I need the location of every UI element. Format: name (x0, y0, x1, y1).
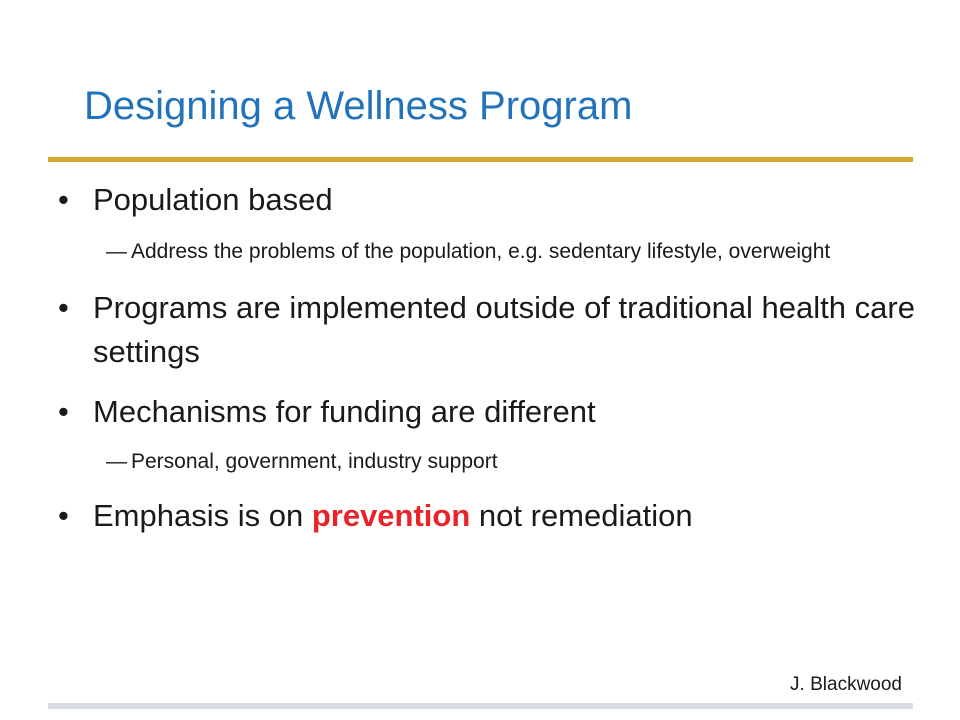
bullet-text: Population based (93, 182, 333, 217)
author-credit: J. Blackwood (790, 674, 902, 695)
title-divider (48, 157, 913, 162)
dash-icon: ― (106, 240, 127, 263)
bullet-text-after: not remediation (470, 498, 693, 533)
footer-divider (48, 703, 913, 709)
bullet-icon: • (58, 498, 69, 533)
highlighted-word: prevention (311, 498, 471, 533)
sub-bullet-text: Personal, government, industry support (131, 450, 498, 473)
slide-title: Designing a Wellness Program (84, 84, 633, 128)
bullet-item (58, 494, 938, 538)
bullet-item (58, 390, 938, 434)
bullet-item (58, 286, 938, 374)
bullet-icon: • (58, 290, 69, 325)
bullet-item (58, 178, 938, 222)
sub-bullet-item (58, 446, 938, 478)
bullet-text: Mechanisms for funding are different (93, 394, 596, 429)
sub-bullet-item (58, 236, 938, 268)
bullet-text-before: Emphasis is on (93, 498, 312, 533)
dash-icon: ― (106, 450, 127, 473)
sub-bullet-text: Address the problems of the population, e.g. sedentary lifestyle, overweight (131, 240, 831, 263)
bullet-text: Programs are implemented outside of traditional health care settings (93, 290, 915, 369)
slide-content (58, 176, 938, 538)
bullet-icon: • (58, 394, 69, 429)
bullet-icon: • (58, 182, 69, 217)
